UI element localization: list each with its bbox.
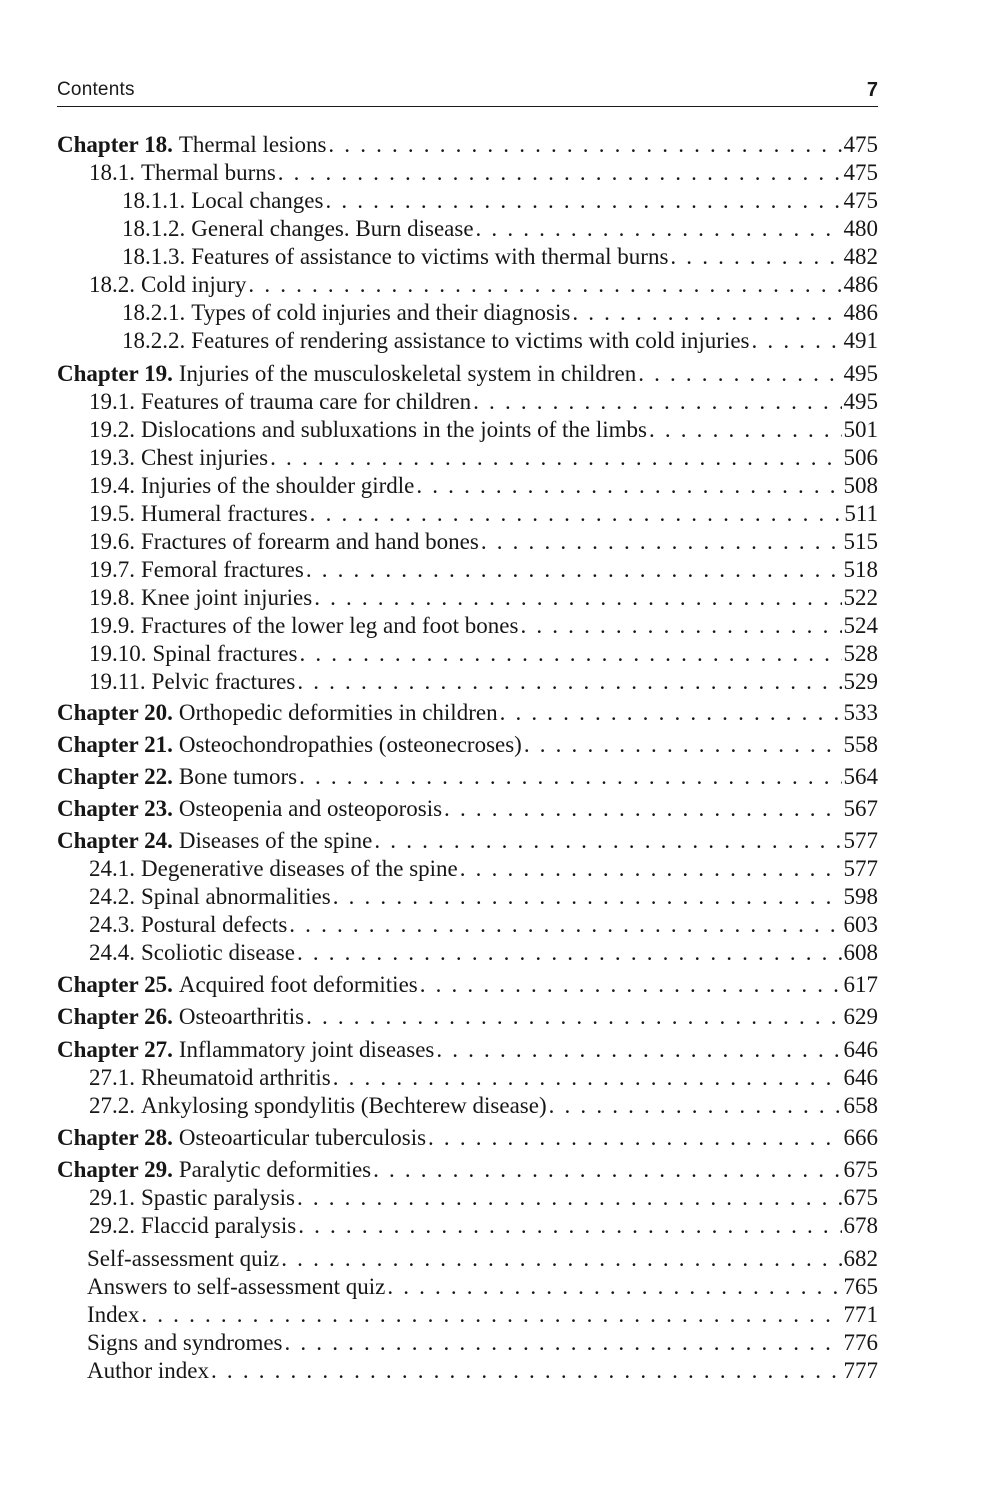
toc-chapter-entry[interactable] [57, 732, 878, 760]
entry-page-number: 678 [843, 1213, 878, 1238]
entry-page-number: 567 [843, 796, 878, 821]
dot-leader [310, 501, 843, 527]
entry-title: Osteochondropathies (osteonecroses) [178, 732, 522, 757]
dot-leader [476, 216, 842, 242]
section-number: 19.5. [89, 501, 135, 526]
toc-entry[interactable] [89, 884, 878, 912]
dot-leader [374, 828, 841, 854]
section-number: 27.1. [89, 1065, 135, 1090]
entry-page-number: 506 [843, 445, 878, 470]
entry-title: Acquired foot deformities [178, 972, 418, 997]
entry-page-number: 558 [843, 732, 878, 757]
entry-title: Ankylosing spondylitis (Bechterew disease) [141, 1093, 547, 1118]
running-title: Contents [57, 79, 135, 100]
toc-entry[interactable] [89, 641, 878, 669]
dot-leader [460, 856, 842, 882]
section-number: 19.3. [89, 445, 135, 470]
toc-entry[interactable] [89, 856, 878, 884]
toc-chapter-entry[interactable] [57, 1004, 878, 1032]
toc-entry[interactable] [89, 160, 878, 188]
section-number: 27.2. [89, 1093, 135, 1118]
toc-entry[interactable] [89, 557, 878, 585]
toc-entry[interactable] [89, 272, 878, 300]
dot-leader [328, 132, 841, 158]
entry-page-number: 577 [843, 828, 878, 853]
dot-leader [670, 244, 841, 270]
entry-title: Femoral fractures [141, 557, 304, 582]
dot-leader [333, 884, 842, 910]
toc-chapter-entry[interactable] [57, 764, 878, 792]
toc-entry[interactable] [89, 445, 878, 473]
dot-leader [436, 1037, 841, 1063]
entry-title: Injuries of the musculoskeletal system in children [178, 361, 637, 386]
chapter-label: Chapter 25. [57, 972, 173, 997]
toc-entry[interactable] [89, 940, 878, 968]
entry-page-number: 608 [843, 940, 878, 965]
entry-page-number: 675 [843, 1185, 878, 1210]
section-number: 18.1.3. [122, 244, 186, 269]
entry-title: Osteoarthritis [178, 1004, 305, 1029]
entry-title: Degenerative diseases of the spine [141, 856, 458, 881]
entry-page-number: 666 [843, 1125, 878, 1150]
section-number: 19.10. [89, 641, 147, 666]
chapter-label: Chapter 21. [57, 732, 173, 757]
entry-title: Dislocations and subluxations in the joints of the limbs [141, 417, 647, 442]
dot-leader [473, 389, 841, 415]
entry-page-number: 495 [843, 389, 878, 414]
entry-title: Inflammatory joint diseases [178, 1037, 435, 1062]
dot-leader [248, 272, 841, 298]
toc-entry[interactable] [89, 1213, 878, 1241]
entry-title: Flaccid paralysis [141, 1213, 297, 1238]
dot-leader [420, 972, 842, 998]
entry-page-number: 765 [843, 1274, 878, 1299]
entry-title: Spinal abnormalities [141, 884, 331, 909]
entry-page-number: 577 [843, 856, 878, 881]
section-number: 19.8. [89, 585, 135, 610]
dot-leader [278, 160, 842, 186]
dot-leader [481, 529, 842, 555]
section-number: 19.6. [89, 529, 135, 554]
chapter-label: Chapter 22. [57, 764, 173, 789]
section-number: 24.2. [89, 884, 135, 909]
entry-page-number: 682 [843, 1246, 878, 1271]
section-number: 19.4. [89, 473, 135, 498]
dot-leader [297, 940, 842, 966]
toc-chapter-entry[interactable] [57, 700, 878, 728]
chapter-label: Chapter 18. [57, 132, 173, 157]
entry-title: Local changes [191, 188, 324, 213]
entry-title: Features of assistance to victims with thermal burns [191, 244, 669, 269]
chapter-label: Chapter 20. [57, 700, 173, 725]
entry-page-number: 776 [843, 1330, 878, 1355]
entry-page-number: 508 [843, 473, 878, 498]
entry-title: Spastic paralysis [141, 1185, 295, 1210]
section-number: 24.3. [89, 912, 135, 937]
toc-entry[interactable] [89, 1093, 878, 1121]
toc-entry[interactable] [122, 244, 878, 272]
toc-entry[interactable] [89, 529, 878, 557]
entry-page-number: 475 [843, 132, 878, 157]
chapter-label: Chapter 23. [57, 796, 173, 821]
dot-leader [500, 700, 842, 726]
dot-leader [299, 641, 841, 667]
section-number: 24.4. [89, 940, 135, 965]
chapter-label: Chapter 28. [57, 1125, 173, 1150]
entry-title: Cold injury [141, 272, 247, 297]
entry-page-number: 480 [843, 216, 878, 241]
chapter-label: Chapter 29. [57, 1157, 173, 1182]
entry-title: Paralytic deformities [178, 1157, 372, 1182]
dot-leader [638, 361, 841, 387]
entry-title: Fractures of forearm and hand bones [141, 529, 479, 554]
chapter-label: Chapter 26. [57, 1004, 173, 1029]
dot-leader [306, 1004, 841, 1030]
chapter-label: Chapter 24. [57, 828, 173, 853]
chapter-label: Chapter 19. [57, 361, 173, 386]
toc-chapter-entry[interactable] [57, 972, 878, 1000]
dot-leader [524, 732, 842, 758]
dot-leader [428, 1125, 841, 1151]
entry-page-number: 501 [843, 417, 878, 442]
section-number: 19.9. [89, 613, 135, 638]
entry-page-number: 495 [843, 361, 878, 386]
toc-entry[interactable] [87, 1358, 878, 1386]
entry-page-number: 675 [843, 1157, 878, 1182]
entry-title: Diseases of the spine [178, 828, 373, 853]
entry-title: Spinal fractures [152, 641, 298, 666]
entry-title: Osteopenia and osteoporosis [178, 796, 443, 821]
toc-entry[interactable] [87, 1330, 878, 1358]
toc-chapter-entry[interactable] [57, 1125, 878, 1153]
dot-leader [520, 613, 841, 639]
entry-title: Chest injuries [141, 445, 269, 470]
entry-title: Knee joint injuries [141, 585, 313, 610]
entry-title: Humeral fractures [141, 501, 308, 526]
section-number: 18.2.1. [122, 300, 186, 325]
entry-page-number: 518 [843, 557, 878, 582]
toc-entry[interactable] [122, 188, 878, 216]
entry-page-number: 564 [843, 764, 878, 789]
entry-page-number: 646 [843, 1065, 878, 1090]
dot-leader [416, 473, 841, 499]
toc-entry[interactable] [89, 389, 878, 417]
entry-title: Types of cold injuries and their diagnosis [191, 300, 571, 325]
section-number: 18.2. [89, 272, 135, 297]
dot-leader [298, 1213, 841, 1239]
entry-page-number: 533 [843, 700, 878, 725]
toc-entry[interactable] [87, 1246, 878, 1274]
entry-title: Answers to self-assessment quiz [87, 1274, 386, 1299]
entry-page-number: 524 [843, 613, 878, 638]
entry-title: Pelvic fractures [151, 669, 296, 694]
dot-leader [373, 1157, 841, 1183]
entry-page-number: 771 [843, 1302, 878, 1327]
toc-entry[interactable] [89, 473, 878, 501]
toc-entry[interactable] [87, 1302, 878, 1330]
entry-page-number: 777 [843, 1358, 878, 1383]
chapter-label: Chapter 27. [57, 1037, 173, 1062]
toc-entry[interactable] [89, 1065, 878, 1093]
section-number: 18.1.2. [122, 216, 186, 241]
entry-page-number: 522 [843, 585, 878, 610]
dot-leader [297, 1185, 842, 1211]
entry-title: Fractures of the lower leg and foot bones [141, 613, 519, 638]
entry-title: Rheumatoid arthritis [141, 1065, 331, 1090]
section-number: 24.1. [89, 856, 135, 881]
section-number: 19.7. [89, 557, 135, 582]
entry-title: Osteoarticular tuberculosis [178, 1125, 427, 1150]
entry-page-number: 529 [843, 669, 878, 694]
entry-title: Self-assessment quiz [87, 1246, 280, 1271]
toc-chapter-entry[interactable] [57, 1037, 878, 1065]
dot-leader [752, 328, 842, 354]
entry-title: Author index [87, 1358, 210, 1383]
toc-entry[interactable] [122, 328, 878, 356]
toc-chapter-entry[interactable] [57, 796, 878, 824]
entry-page-number: 598 [843, 884, 878, 909]
entry-title: Postural defects [141, 912, 288, 937]
entry-page-number: 486 [843, 272, 878, 297]
entry-page-number: 486 [843, 300, 878, 325]
entry-title: Signs and syndromes [87, 1330, 283, 1355]
dot-leader [549, 1093, 842, 1119]
entry-page-number: 629 [843, 1004, 878, 1029]
running-head [57, 76, 878, 107]
toc-entry[interactable] [89, 585, 878, 613]
toc-chapter-entry[interactable] [57, 1157, 878, 1185]
entry-page-number: 617 [843, 972, 878, 997]
section-number: 18.2.2. [122, 328, 186, 353]
toc-entry[interactable] [89, 417, 878, 445]
toc-entry[interactable] [122, 216, 878, 244]
entry-page-number: 475 [843, 188, 878, 213]
dot-leader [289, 912, 841, 938]
entry-title: Index [87, 1302, 140, 1327]
toc-entry[interactable] [89, 912, 878, 940]
entry-title: General changes. Burn disease [191, 216, 474, 241]
toc-chapter-entry[interactable] [57, 828, 878, 856]
page-number: 7 [866, 79, 878, 101]
entry-page-number: 528 [843, 641, 878, 666]
dot-leader [285, 1330, 842, 1356]
dot-leader [325, 188, 841, 214]
section-number: 19.1. [89, 389, 135, 414]
entry-title: Orthopedic deformities in children [178, 700, 498, 725]
entry-page-number: 646 [843, 1037, 878, 1062]
toc-entry[interactable] [122, 300, 878, 328]
dot-leader [270, 445, 841, 471]
section-number: 19.2. [89, 417, 135, 442]
entry-title: Injuries of the shoulder girdle [141, 473, 415, 498]
entry-page-number: 491 [843, 328, 878, 353]
dot-leader [333, 1065, 842, 1091]
toc-entry[interactable] [89, 1185, 878, 1213]
toc-entry[interactable] [89, 613, 878, 641]
section-number: 18.1. [89, 160, 135, 185]
dot-leader [314, 585, 841, 611]
entry-title: Scoliotic disease [141, 940, 295, 965]
entry-title: Features of trauma care for children [141, 389, 472, 414]
entry-page-number: 475 [843, 160, 878, 185]
dot-leader [141, 1302, 841, 1328]
section-number: 19.11. [89, 669, 146, 694]
entry-title: Thermal lesions [178, 132, 327, 157]
dot-leader [281, 1246, 841, 1272]
entry-page-number: 511 [844, 501, 878, 526]
dot-leader [572, 300, 841, 326]
toc-entry[interactable] [89, 501, 878, 529]
section-number: 18.1.1. [122, 188, 186, 213]
section-number: 29.2. [89, 1213, 135, 1238]
dot-leader [444, 796, 841, 822]
toc-chapter-entry[interactable] [57, 361, 878, 389]
entry-title: Bone tumors [178, 764, 298, 789]
toc-chapter-entry[interactable] [57, 132, 878, 160]
entry-page-number: 603 [843, 912, 878, 937]
entry-page-number: 482 [843, 244, 878, 269]
dot-leader [297, 669, 841, 695]
entry-title: Features of rendering assistance to victims with cold injuries [191, 328, 750, 353]
entry-page-number: 658 [843, 1093, 878, 1118]
toc-entry[interactable] [87, 1274, 878, 1302]
entry-page-number: 515 [843, 529, 878, 554]
dot-leader [299, 764, 841, 790]
dot-leader [387, 1274, 841, 1300]
dot-leader [306, 557, 842, 583]
entry-title: Thermal burns [141, 160, 276, 185]
toc-entry[interactable] [89, 669, 878, 697]
dot-leader [649, 417, 842, 443]
section-number: 29.1. [89, 1185, 135, 1210]
dot-leader [211, 1358, 841, 1384]
